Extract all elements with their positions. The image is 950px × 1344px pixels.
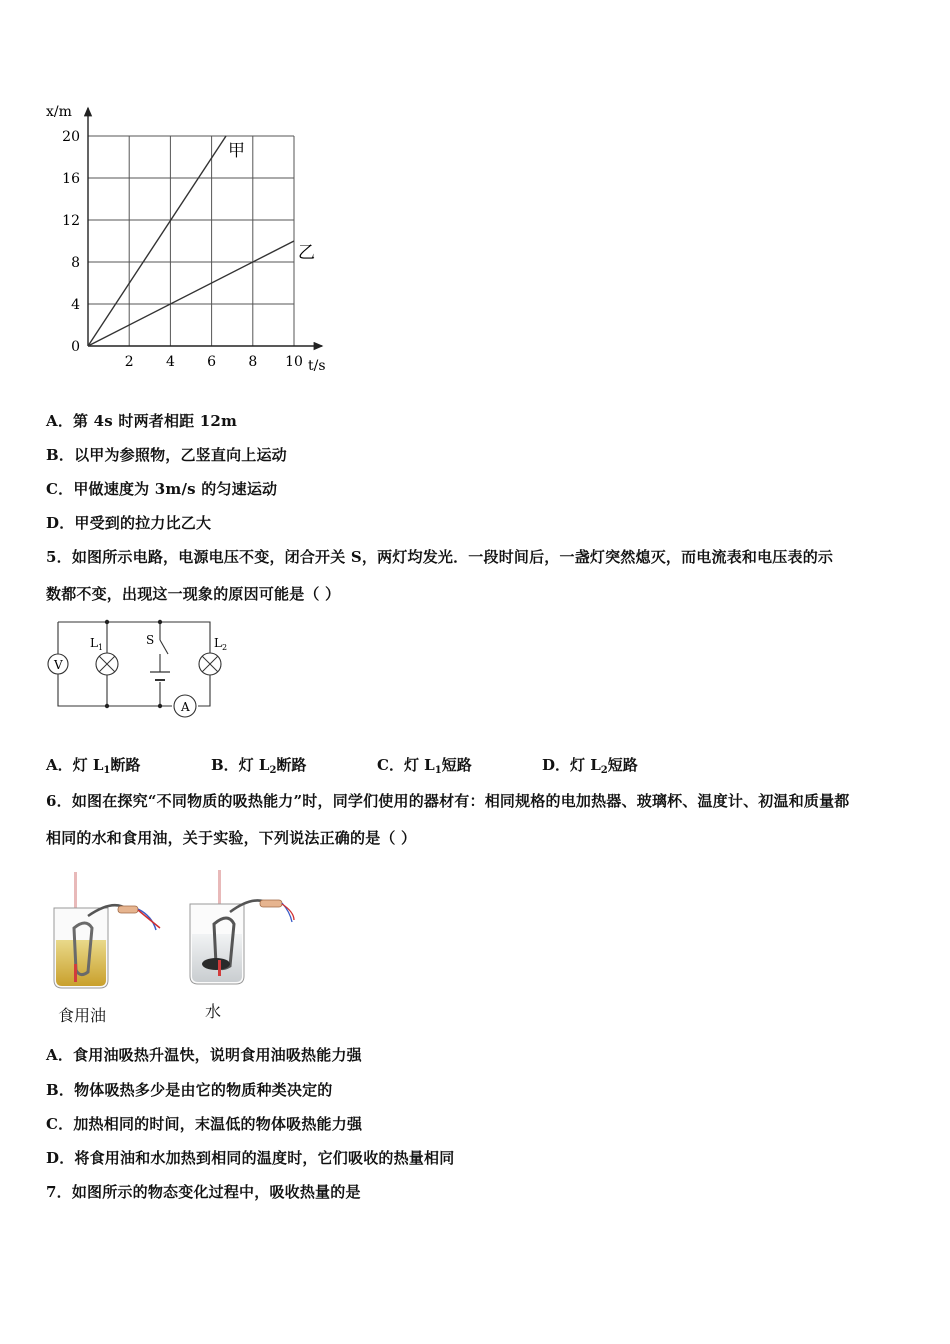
- svg-text:A: A: [181, 700, 190, 714]
- series-line-yi: [88, 241, 294, 346]
- caption-water: 水: [205, 1002, 222, 1021]
- lamp-l2-icon: [199, 653, 221, 675]
- chart-grid: [88, 136, 294, 346]
- q5-option-d[interactable]: D．灯 $L_2$短路: [542, 756, 638, 776]
- q6-stem-line2: 相同的水和食用油，关于实验，下列说法正确的是（ ）: [46, 829, 417, 847]
- voltmeter-icon: [48, 654, 68, 674]
- svg-text:V: V: [54, 658, 63, 672]
- q4-option-c[interactable]: C．甲做速度为 3m/s 的匀速运动: [46, 480, 278, 498]
- q6-option-a[interactable]: A．食用油吸热升温快，说明食用油吸热能力强: [46, 1046, 362, 1064]
- caption-oil: 食用油: [58, 1006, 107, 1025]
- x-tick-label: 4: [165, 354, 175, 370]
- q7-stem-line1: 7．如图所示的物态变化过程中，吸收热量的是: [46, 1183, 361, 1201]
- q5-stem-line1: 5．如图所示电路，电源电压不变，闭合开关 S，两灯均发光．一段时间后，一盏灯突然熄灭，而电流表和电压表的示: [46, 548, 834, 566]
- ammeter-icon: [174, 695, 196, 717]
- y-tick-label: 20: [62, 129, 80, 145]
- series-label-yi: 乙: [298, 243, 315, 263]
- q4-option-a[interactable]: A．第 4s 时两者相距 12m: [46, 412, 238, 430]
- position-time-graph: [40, 98, 340, 378]
- y-tick-label: 12: [62, 213, 80, 229]
- y-tick-label: 0: [71, 339, 80, 355]
- y-tick-label: 16: [62, 171, 80, 187]
- x-axis-label: t/s: [308, 358, 326, 374]
- q5-option-b[interactable]: B．灯 $L_2$断路: [211, 756, 307, 776]
- q6-option-d[interactable]: D．将食用油和水加热到相同的温度时，它们吸收的热量相同: [46, 1149, 455, 1167]
- q5-option-a[interactable]: A．灯 $L_1$断路: [46, 756, 141, 776]
- series-label-jia: 甲: [228, 141, 245, 161]
- q6-option-c[interactable]: C．加热相同的时间，末温低的物体吸热能力强: [46, 1115, 363, 1133]
- y-axis-label: x/m: [46, 104, 72, 120]
- x-tick-label: 2: [124, 354, 134, 370]
- lamp-l1-icon: [96, 653, 118, 675]
- switch-label: S: [146, 633, 155, 647]
- x-tick-label: 8: [248, 354, 258, 370]
- lamp-l1-label: $L_1$: [90, 636, 104, 652]
- oil-beaker: [54, 872, 160, 988]
- q5-stem-line2: 数都不变，出现这一现象的原因可能是（ ）: [46, 585, 341, 603]
- y-tick-label: 8: [71, 255, 80, 271]
- lamp-l2-label: $L_2$: [214, 636, 228, 652]
- water-beaker: [190, 870, 294, 984]
- q4-option-b[interactable]: B．以甲为参照物，乙竖直向上运动: [46, 446, 287, 464]
- circuit-diagram: [44, 614, 244, 720]
- series-line-jia: [88, 136, 226, 346]
- q6-option-b[interactable]: B．物体吸热多少是由它的物质种类决定的: [46, 1081, 333, 1099]
- x-tick-label: 6: [207, 354, 217, 370]
- beakers-illustration: [44, 868, 304, 1000]
- q6-stem-line1: 6．如图在探究“不同物质的吸热能力”时，同学们使用的器材有：相同规格的电加热器、玻璃杯、温度计、初温和质量都: [46, 792, 850, 810]
- x-tick-label: 10: [285, 354, 303, 370]
- y-tick-label: 4: [71, 297, 80, 313]
- q5-option-c[interactable]: C．灯 $L_1$短路: [377, 756, 472, 776]
- q4-option-d[interactable]: D．甲受到的拉力比乙大: [46, 514, 212, 532]
